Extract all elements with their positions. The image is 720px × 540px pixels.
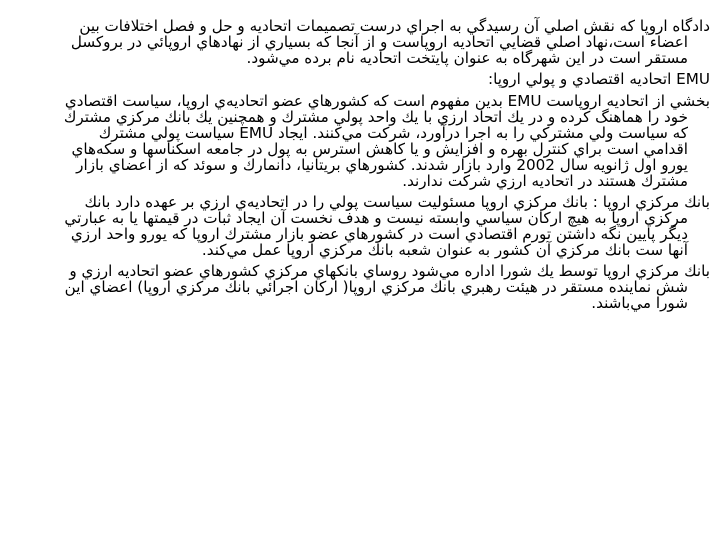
heading-emu: EMU اتحاديه اقتصادي و پولي اروپا:	[487, 70, 710, 88]
paragraph-emu-description: بخشي از اتحاديه اروپاست EMU بدين مفهوم است كه كشورهاي عضو اتحاديه‌ي اروپا، سياست اقتصادي خود را هماهنگ كرده و در يك اتحاد ارزي با يك واحد پولي مشترك و همچنين يك بانك مركزي مشترك كه سياست ولي مشتركي را به اجرا درآورد، شركت مي‌كنند. ايجاد EMU سياست پولي مشترك اقدامي است براي كنترل بهره و افزايش و يا كاهش استرس به پول در جامعه اسكناسها و سكه‌هاي يورو اول ژانويه سال 2002 وارد بازار شدند. كشورهاي بريتانيا، دانمارك و سوئد كه از اعضاي بازار مشترك هستند در اتحاديه ارزي شركت ندارند.	[63, 92, 710, 190]
slide-body-text	[60, 18, 710, 316]
paragraph-central-bank: بانك مركزي اروپا : بانك مركزي اروپا مسئوليت سياست پولي را در اتحاديه‌ي ارزي بر عهده دارد بانك مركزي اروپا به هيچ اركان سياسي وابسته نيست و هدف نخست آن ايجاد ثبات در قيمتها يا به عبارتي ديگر پايين نگه داشتن تورم اقتصادي است در كشورهاي عضو بازار مشترك اروپا كه يورو واحد ارزي آنها ست بانك مركزي آن كشور به عنوان شعبه بانك مركزي اروپا عمل مي‌كند.	[64, 193, 710, 259]
paragraph-court-of-justice: دادگاه اروپا كه نقش اصلي آن رسيدگي به اجراي درست تصميمات اتحاديه و حل و فصل اختلافات بين اعضاء است،نهاد اصلي قضايي اتحاديه اروپاست و از آنجا كه بسياري از نهادهاي اروپائي در بروكسل مستقر است در اين شهرگاه به عنوان پايتخت اتحاديه نام برده مي‌شود.	[70, 17, 710, 67]
paragraph-central-bank-council: بانك مركزي اروپا توسط يك شورا اداره مي‌شود روساي بانكهاي مركزي كشورهاي عضو اتحاديه ارزي و شش نماينده مستقر در هيئت رهبري بانك مركزي اروپا( اركان اجرائي بانك مركزي اروپا) اعضاي اين شورا مي‌باشند.	[64, 262, 710, 312]
